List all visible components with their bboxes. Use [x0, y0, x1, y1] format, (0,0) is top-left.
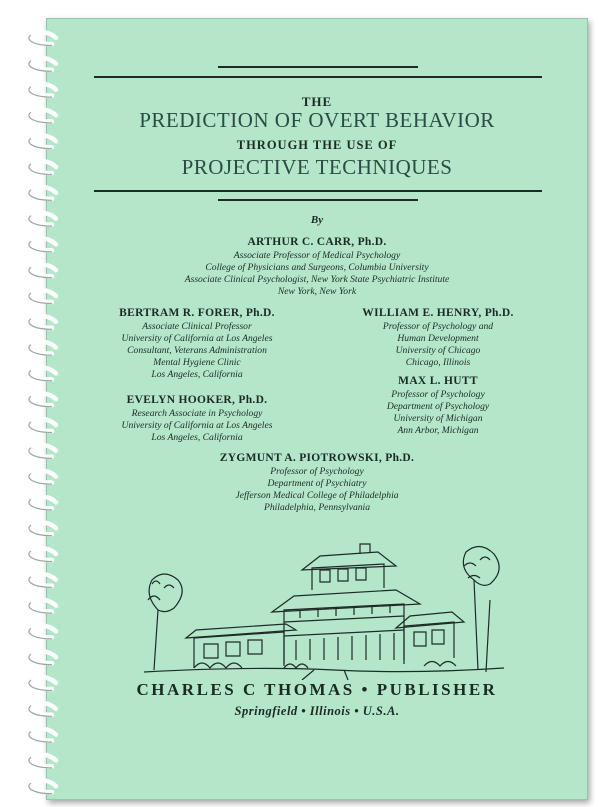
author-affiliation-line: Los Angeles, California: [151, 369, 243, 380]
author-affiliation-line: Human Development: [397, 333, 479, 344]
author-hooker: [82, 394, 312, 444]
top-long-rule: [94, 76, 542, 78]
author-affiliation-line: Professor of Psychology and: [382, 321, 494, 332]
author-affiliation-line: Ann Arbor, Michigan: [397, 425, 479, 436]
author-name: WILLIAM E. HENRY, Ph.D.: [362, 307, 514, 319]
author-affiliation-line: Jefferson Medical College of Philadelphia: [235, 490, 399, 501]
author-affiliation-line: Associate Professor of Medical Psychology: [233, 250, 401, 261]
bottom-short-rule: [218, 199, 418, 201]
author-affiliation-line: Department of Psychology: [386, 401, 490, 412]
author-affiliation-line: Professor of Psychology: [270, 466, 364, 477]
author-affiliation-line: Consultant, Veterans Administration: [127, 345, 267, 356]
bottom-long-rule: [94, 190, 542, 192]
author-name: MAX L. HUTT: [398, 375, 478, 387]
author-name: EVELYN HOOKER, Ph.D.: [126, 394, 268, 406]
building-illustration: [134, 540, 514, 680]
author-name: ZYGMUNT A. PIOTROWSKI, Ph.D.: [219, 452, 415, 464]
author-affiliation-line: Department of Psychiatry: [267, 478, 367, 489]
author-affiliation-line: Research Associate in Psychology: [131, 408, 263, 419]
author-affiliation-line: Chicago, Illinois: [405, 357, 471, 368]
author-carr: [46, 236, 588, 298]
author-henry: [318, 307, 558, 369]
author-name: BERTRAM R. FORER, Ph.D.: [119, 307, 275, 319]
author-affiliation-line: Philadelphia, Pennsylvania: [263, 502, 371, 513]
author-affiliation-line: New York, New York: [277, 286, 357, 297]
publisher-name: CHARLES C THOMAS • PUBLISHER: [136, 680, 498, 699]
author-affiliation-line: Associate Clinical Professor: [142, 321, 252, 332]
book-cover: [46, 18, 588, 800]
author-affiliation-line: University of Chicago: [395, 345, 481, 356]
publisher-location: Springfield • Illinois • U.S.A.: [234, 704, 400, 718]
author-affiliation-line: University of California at Los Angeles: [121, 333, 273, 344]
by-label: By: [310, 214, 324, 226]
author-affiliation-line: University of California at Los Angeles: [121, 420, 273, 431]
author-name: ARTHUR C. CARR, Ph.D.: [247, 236, 387, 248]
author-affiliation-line: Associate Clinical Psychologist, New York State Psychiatric Institute: [184, 274, 450, 285]
author-affiliation-line: Los Angeles, California: [151, 432, 243, 443]
author-affiliation-line: University of Michigan: [393, 413, 483, 424]
title-line-4: PROJECTIVE TECHNIQUES: [181, 155, 453, 179]
author-piotrowski: [46, 452, 588, 514]
author-forer: [82, 307, 312, 381]
author-affiliation-line: College of Physicians and Surgeons, Columbia University: [205, 262, 429, 273]
title-line-3: THROUGH THE USE OF: [236, 138, 398, 152]
top-short-rule: [218, 66, 418, 68]
author-affiliation-line: Mental Hygiene Clinic: [153, 357, 241, 368]
spiral-binding: [22, 28, 62, 798]
author-hutt: [318, 375, 558, 437]
title-line-1: THE: [301, 94, 333, 109]
title-line-2: PREDICTION OF OVERT BEHAVIOR: [139, 108, 495, 132]
author-affiliation-line: Professor of Psychology: [391, 389, 485, 400]
